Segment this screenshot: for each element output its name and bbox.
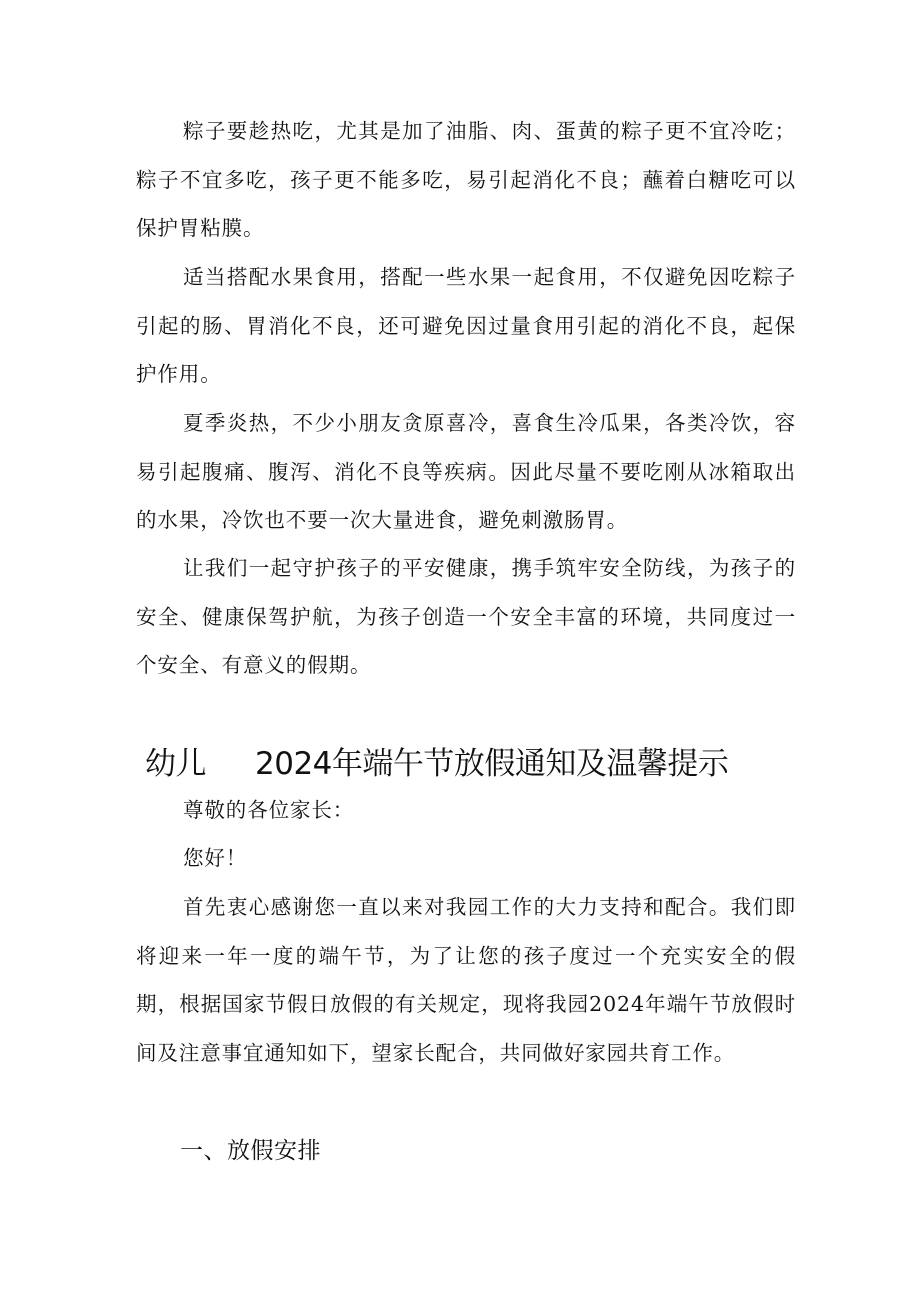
- notice-title-prefix: 幼儿: [145, 746, 206, 782]
- paragraph-safety-closing: 让我们一起守护孩子的平安健康，携手筑牢安全防线，为孩子的安全、健康保驾护航，为孩子创造一个安全丰富的环境，共同度过一个安全、有意义的假期。: [136, 556, 796, 677]
- paragraph-summer-cold-food: 夏季炎热，不少小朋友贪原喜冷，喜食生冷瓜果，各类冷饮，容易引起腹痛、腹泻、消化不良等疾病。因此尽量不要吃刚从冰箱取出的水果，冷饮也不要一次大量进食，避免刺激肠胃。: [136, 411, 796, 532]
- hello-line: 您好！: [183, 846, 248, 870]
- notice-title: [145, 740, 728, 788]
- paragraph-zongzi-hot: 粽子要趁热吃，尤其是加了油脂、肉、蛋黄的粽子更不宜冷吃；粽子不宜多吃，孩子更不能多吃，易引起消化不良；蘸着白糖吃可以保护胃粘膜。: [136, 119, 796, 240]
- notice-title-main: 2024年端午节放假通知及温馨提示: [255, 746, 729, 782]
- paragraph-fruit-pairing: 适当搭配水果食用，搭配一些水果一起食用，不仅避免因吃粽子引起的肠、胃消化不良，还可避免因过量食用引起的消化不良，起保护作用。: [136, 265, 796, 386]
- greeting-line: 尊敬的各位家长：: [183, 798, 355, 822]
- section-heading-holiday-schedule: 一、放假安排: [180, 1138, 321, 1164]
- paragraph-notice-intro: 首先衷心感谢您一直以来对我园工作的大力支持和配合。我们即将迎来一年一度的端午节，为了让您的孩子度过一个充实安全的假期，根据国家节假日放假的有关规定，现将我园2024年端午节放假时间及注意事宜通知如下，望家长配合，共同做好家园共育工作。: [136, 895, 796, 1065]
